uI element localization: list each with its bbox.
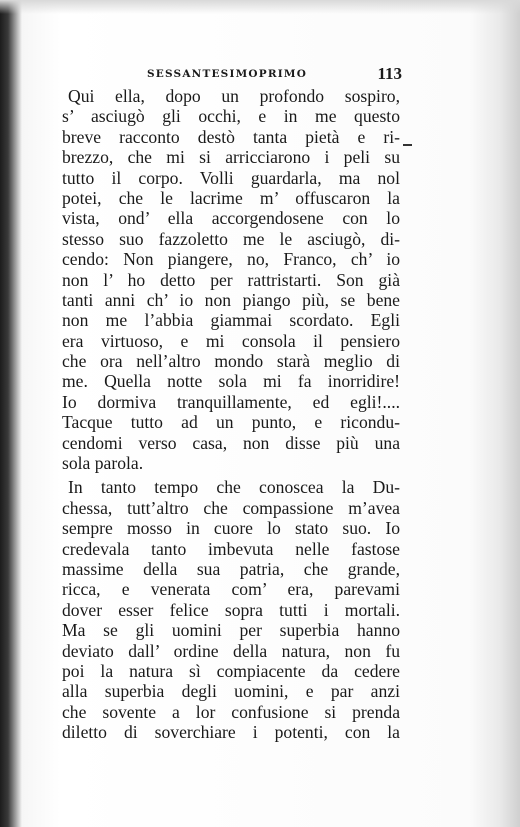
text-line: Io dormiva tranquillamente, ed egli!.... [62,391,400,412]
running-title: SESSANTESIMOPRIMO [147,68,308,80]
text-line: diletto di soverchiare i potenti, con la [62,722,400,743]
text-line: Ma se gli uomini per superbia hanno [62,620,400,641]
text-line: Tacque tutto ad un punto, e ricondu- [62,412,400,433]
text-line: stesso suo fazzoletto me le asciugò, di- [62,228,400,249]
text-line: credevala tanto imbevuta nelle fastose [62,538,400,559]
text-line: cendomi verso casa, non disse più una [62,432,400,453]
text-line: alla superbia degli uomini, e par anzi [62,681,400,702]
text-line: breve racconto destò tanta pietà e ri- [62,126,400,147]
text-line: tanti anni ch’ io non piango più, se bene [62,289,400,310]
page-edge-shadow [0,0,520,14]
text-line: massime della sua patria, che grande, [62,558,400,579]
text-line: tutto il corpo. Volli guardarla, ma nol [62,167,400,188]
page-header [62,64,402,86]
text-line: era virtuoso, e mi consola il pensiero [62,330,400,351]
margin-hyphen-mark [403,144,412,146]
text-line: ricca, e venerata com’ era, parevami [62,579,400,600]
body-text [62,86,400,743]
text-line: s’ asciugò gli occhi, e in me questo [62,106,400,127]
text-line: non l’ ho detto per rattristarti. Son già [62,269,400,290]
text-line: che ora nell’altro mondo starà meglio di [62,351,400,372]
text-line: potei, che le lacrime m’ offuscaron la [62,187,400,208]
text-line: vista, ond’ ella accorgendosene con lo [62,208,400,229]
text-line: cendo: Non piangere, no, Franco, ch’ io [62,249,400,270]
page-number: 113 [377,64,402,83]
text-line: dover esser felice sopra tutti i mortali. [62,599,400,620]
text-line: sola parola. [62,453,144,474]
text-line: In tanto tempo che conoscea la Du- [68,477,400,498]
text-line: poi la natura sì compiacente da cedere [62,660,400,681]
text-line: non me l’abbia giammai scordato. Egli [62,310,400,331]
text-line: brezzo, che mi si arricciarono i peli su [62,147,400,168]
text-line: Qui ella, dopo un profondo sospiro, [68,86,400,106]
text-line: deviato dall’ ordine della natura, non fu [62,640,400,661]
text-line: sempre mosso in cuore lo stato suo. Io [62,518,400,539]
text-line: chessa, tutt’altro che compassione m’avea [62,497,400,518]
paragraph-2 [62,477,400,742]
text-line: che sovente a lor confusione si prenda [62,701,400,722]
text-line: me. Quella notte sola mi fa inorridire! [62,371,400,392]
paragraph-1 [62,86,400,473]
